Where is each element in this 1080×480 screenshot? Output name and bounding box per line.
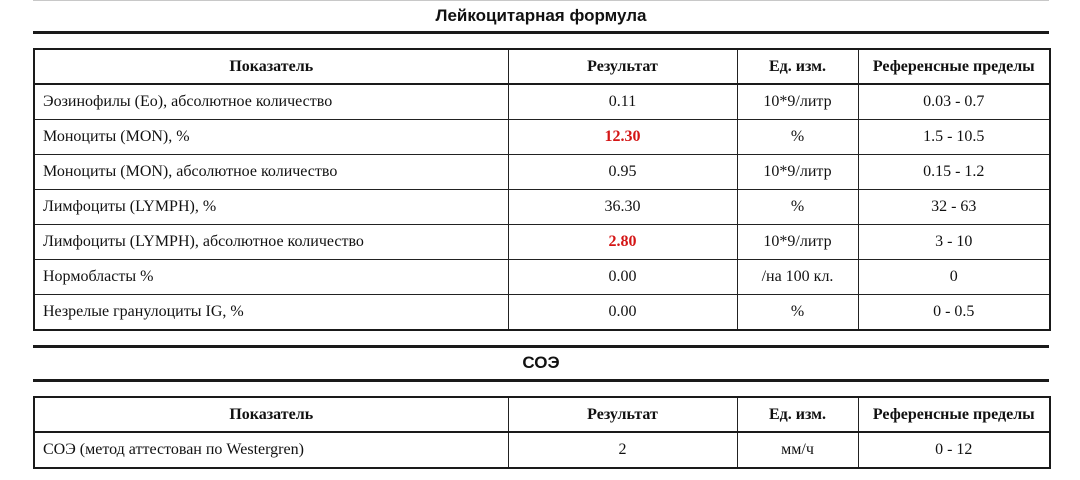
unit-value: 10*9/литр — [737, 84, 858, 120]
table-header-row — [34, 49, 1050, 84]
indicator-name: Моноциты (MON), абсолютное количество — [34, 155, 508, 190]
column-header-unit: Ед. изм. — [737, 397, 858, 432]
table-header-row — [34, 397, 1050, 432]
section-rule — [33, 345, 1049, 348]
result-value: 0.00 — [508, 295, 737, 331]
leukocyte-formula-table — [33, 48, 1051, 331]
column-header-unit: Ед. изм. — [737, 49, 858, 84]
section-title-leukocyte-formula: Лейкоцитарная формула — [435, 6, 647, 25]
top-edge-line — [33, 0, 1049, 1]
section-rule — [33, 379, 1049, 382]
unit-value: % — [737, 295, 858, 331]
unit-value: 10*9/литр — [737, 155, 858, 190]
result-value: 0.11 — [508, 84, 737, 120]
column-header-reference: Референсные пределы — [858, 49, 1050, 84]
column-header-reference: Референсные пределы — [858, 397, 1050, 432]
table-row — [34, 432, 1050, 468]
table-row — [34, 84, 1050, 120]
result-value: 2 — [508, 432, 737, 468]
result-value: 0.95 — [508, 155, 737, 190]
esr-table — [33, 396, 1051, 469]
table-row — [34, 120, 1050, 155]
section-rule — [33, 31, 1049, 34]
indicator-name: Лимфоциты (LYMPH), % — [34, 190, 508, 225]
reference-range: 0 - 12 — [858, 432, 1050, 468]
table-row — [34, 295, 1050, 331]
unit-value: мм/ч — [737, 432, 858, 468]
reference-range: 0.15 - 1.2 — [858, 155, 1050, 190]
reference-range: 0 — [858, 260, 1050, 295]
indicator-name: СОЭ (метод аттестован по Westergren) — [34, 432, 508, 468]
unit-value: /на 100 кл. — [737, 260, 858, 295]
table-row — [34, 225, 1050, 260]
reference-range: 0 - 0.5 — [858, 295, 1050, 331]
section-title-esr: СОЭ — [522, 353, 560, 372]
reference-range: 0.03 - 0.7 — [858, 84, 1050, 120]
result-value: 36.30 — [508, 190, 737, 225]
indicator-name: Эозинофилы (Eo), абсолютное количество — [34, 84, 508, 120]
result-value-flagged: 2.80 — [508, 225, 737, 260]
table-row — [34, 190, 1050, 225]
column-header-indicator: Показатель — [34, 397, 508, 432]
unit-value: 10*9/литр — [737, 225, 858, 260]
unit-value: % — [737, 120, 858, 155]
reference-range: 32 - 63 — [858, 190, 1050, 225]
column-header-result: Результат — [508, 49, 737, 84]
result-value: 0.00 — [508, 260, 737, 295]
unit-value: % — [737, 190, 858, 225]
reference-range: 3 - 10 — [858, 225, 1050, 260]
column-header-result: Результат — [508, 397, 737, 432]
indicator-name: Незрелые гранулоциты IG, % — [34, 295, 508, 331]
table-row — [34, 155, 1050, 190]
reference-range: 1.5 - 10.5 — [858, 120, 1050, 155]
table-row — [34, 260, 1050, 295]
indicator-name: Моноциты (MON), % — [34, 120, 508, 155]
indicator-name: Лимфоциты (LYMPH), абсолютное количество — [34, 225, 508, 260]
result-value-flagged: 12.30 — [508, 120, 737, 155]
column-header-indicator: Показатель — [34, 49, 508, 84]
indicator-name: Нормобласты % — [34, 260, 508, 295]
